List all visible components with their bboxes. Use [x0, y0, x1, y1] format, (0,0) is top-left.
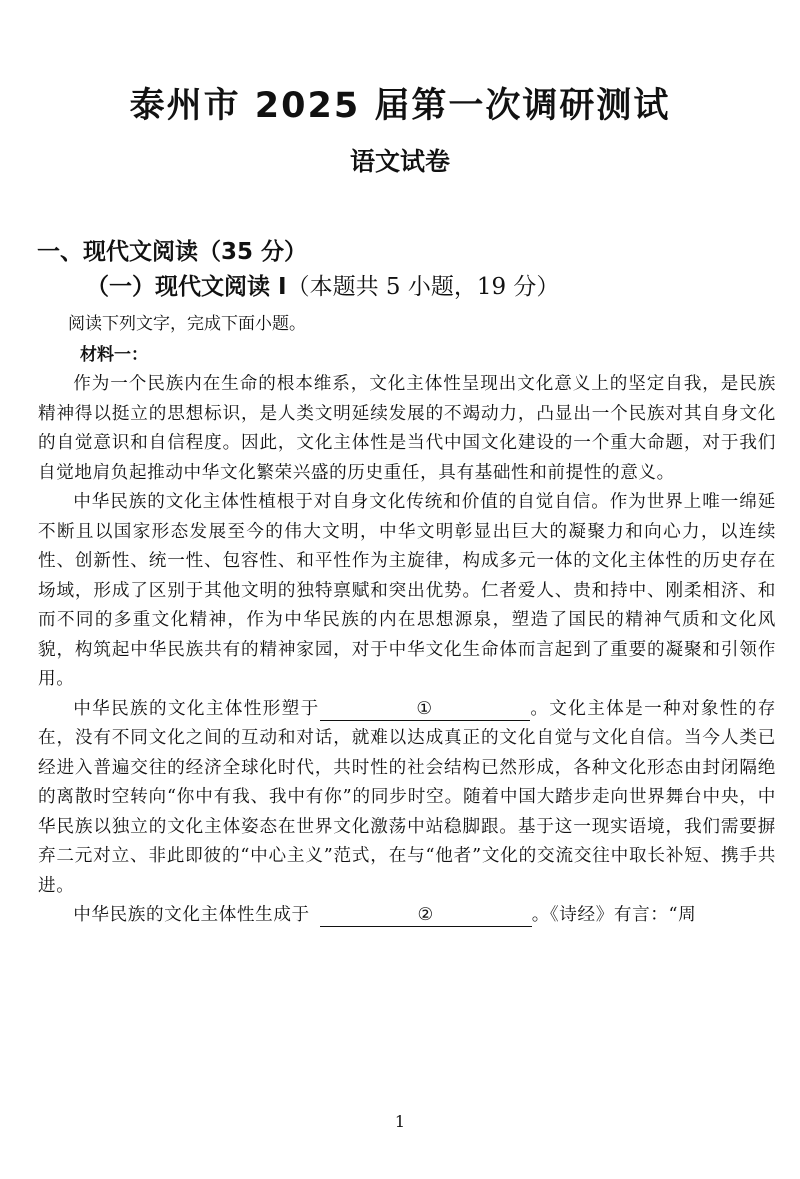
- reading-instruction: 阅读下列文字，完成下面小题。: [68, 314, 306, 334]
- material-label: 材料一：: [80, 345, 148, 365]
- passage-paragraph-4: [38, 901, 776, 931]
- exam-subtitle: 语文试卷: [349, 147, 450, 176]
- sub-heading-note: （本题共 5 小题，19 分）: [286, 274, 560, 300]
- fill-blank-1: ①: [320, 698, 530, 721]
- passage-body: [38, 370, 776, 931]
- passage-paragraph-1: 作为一个民族内在生命的根本维系，文化主体性呈现出文化意义上的坚定自我，是民族精神得以挺立的思想标识，是人类文明延续发展的不竭动力，凸显出一个民族对其自身文化的自觉意识和自信程度。因此，文化主体性是当代中国文化建设的一个重大命题，对于我们自觉地肩负起推动中华文化繁荣兴盛的历史重任，具有基础性和前提性的意义。: [38, 374, 776, 483]
- fill-blank-2: ②: [320, 904, 532, 927]
- paragraph-4-lead: 中华民族的文化主体性生成于: [73, 905, 310, 925]
- page-number: 1: [394, 1112, 406, 1131]
- sub-heading-title: （一）现代文阅读 I: [86, 274, 287, 300]
- paragraph-3-lead: 中华民族的文化主体性形塑于: [73, 698, 320, 719]
- paragraph-3-rest: 。文化主体是一种对象性的存在，没有不同文化之间的互动和对话，就难以达成真正的文化自觉与文化自信。当今人类已经进入普遍交往的经济全球化时代，共时性的社会结构已然形成，各种文化形态由封闭隔绝的离散时空转向“你中有我、我中有你”的同步时空。随着中国大踏步走向世界舞台中央，中华民族以独立的文化主体姿态在世界文化激荡中站稳脚跟。基于这一现实语境，我们需要摒弃二元对立、非此即彼的“中心主义”范式，在与“他者”文化的交流交往中取长补短、携手共进。: [38, 698, 776, 896]
- sub-heading: [86, 270, 559, 304]
- passage-paragraph-3: [38, 695, 776, 902]
- paragraph-4-rest: 。《诗经》有言：“周: [531, 905, 697, 925]
- section-heading: 一、现代文阅读（35 分）: [37, 239, 308, 265]
- passage-paragraph-2: 中华民族的文化主体性植根于对自身文化传统和价值的自觉自信。作为世界上唯一绵延不断且以国家形态发展至今的伟大文明，中华文明彰显出巨大的凝聚力和向心力，以连续性、创新性、统一性、包容性、和平性作为主旋律，构成多元一体的文化主体性的历史存在场域，形成了区别于其他文明的独特禀赋和突出优势。仁者爱人、贵和持中、刚柔相济、和而不同的多重文化精神，作为中华民族的内在思想源泉，塑造了国民的精神气质和文化风貌，构筑起中华民族共有的精神家园，对于中华文化生命体而言起到了重要的凝聚和引领作用。: [38, 492, 776, 689]
- exam-title: 泰州市 2025 届第一次调研测试: [129, 86, 671, 126]
